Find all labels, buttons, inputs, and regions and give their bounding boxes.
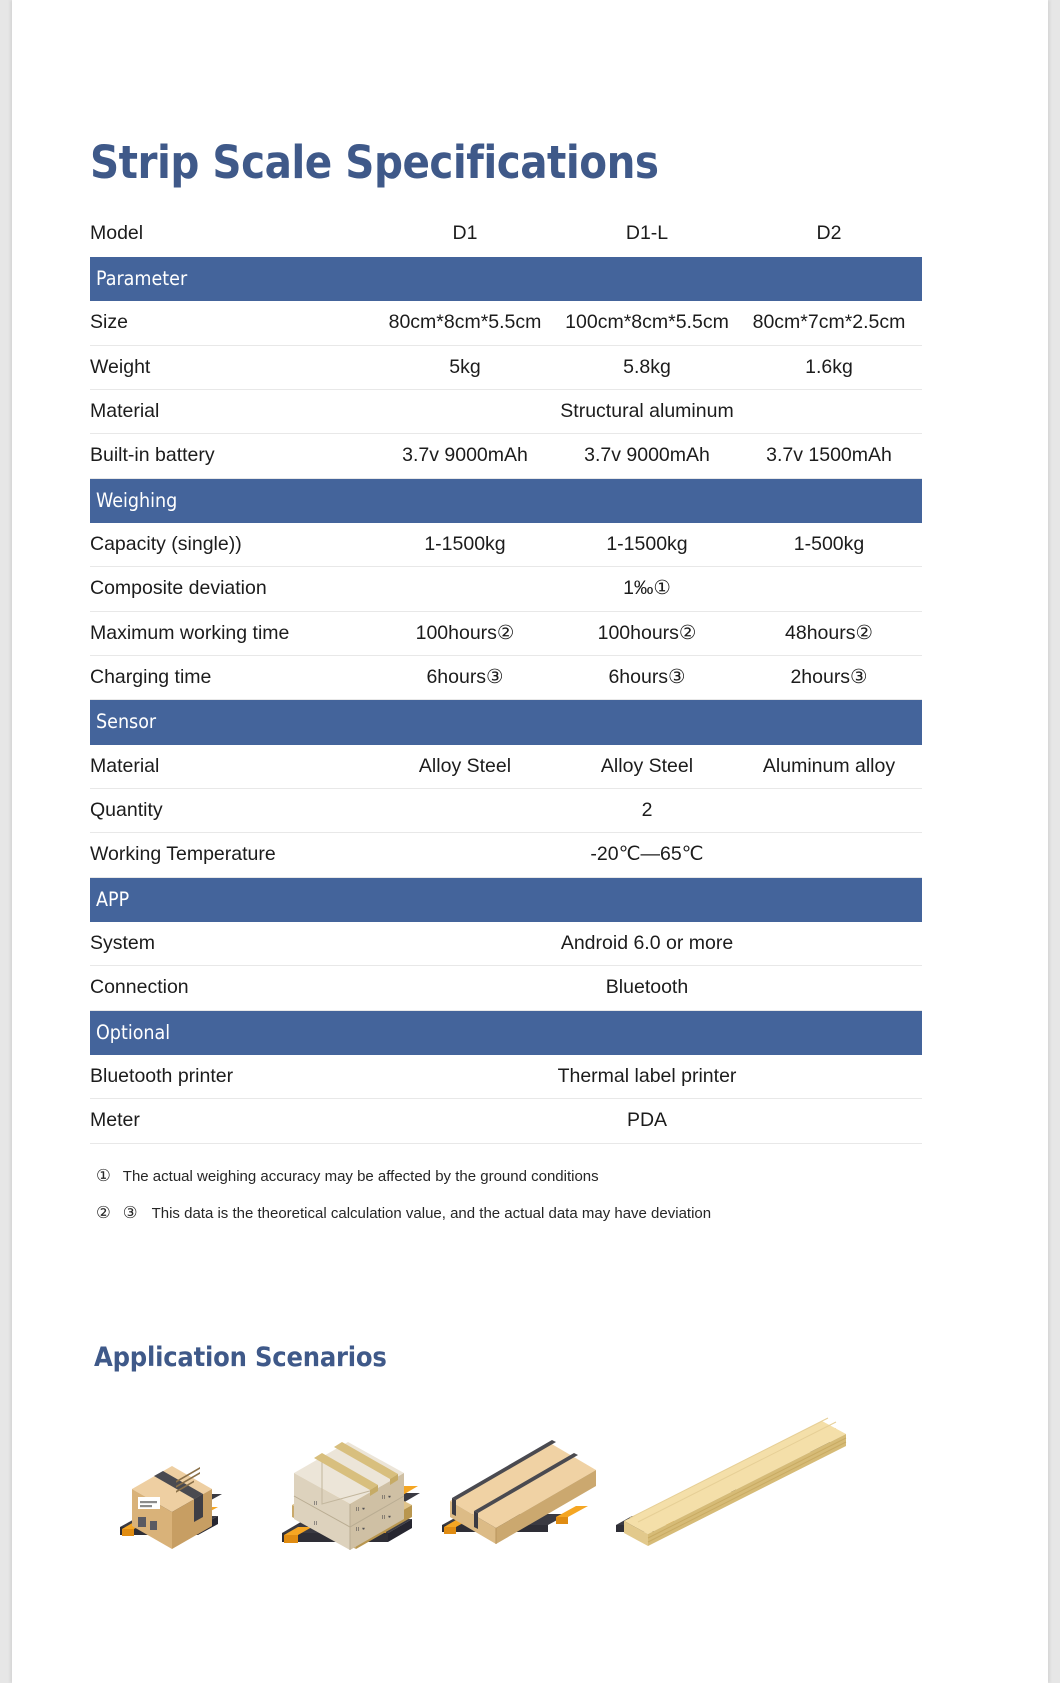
specifications-table [90, 212, 922, 1144]
row-label: Built-in battery [90, 434, 376, 478]
carton-box [132, 1466, 212, 1549]
row-label: Connection [90, 966, 376, 1010]
cell-d1: 6hours③ [376, 655, 558, 699]
table-row [90, 922, 922, 966]
column-header-d2: D2 [816, 221, 842, 244]
table-row [90, 523, 922, 567]
circled-three-icon: ③ [122, 1204, 138, 1223]
cell-d2: 48hours② [740, 611, 922, 655]
section-label: Optional [90, 1010, 922, 1055]
application-scenarios-illustrations [90, 1397, 930, 1597]
section-header-app [90, 877, 922, 922]
page-title: Strip Scale Specifications [90, 136, 659, 189]
row-label: Weight [90, 345, 376, 389]
row-label: Composite deviation [90, 567, 376, 611]
table-row [90, 788, 922, 832]
row-label: System [90, 922, 376, 966]
row-label: Charging time [90, 655, 376, 699]
cell-d2: Aluminum alloy [740, 745, 922, 789]
table-row [90, 966, 922, 1010]
circled-two-icon: ② [96, 1204, 111, 1223]
table-row [90, 611, 922, 655]
row-label: Material [90, 745, 376, 789]
table-row [90, 1055, 922, 1099]
section-header-weighing [90, 478, 922, 523]
svg-text:II: II [382, 1494, 385, 1501]
cell-all-models: PDA [376, 1099, 922, 1143]
row-label: Size [90, 301, 376, 345]
row-label: Bluetooth printer [90, 1055, 376, 1099]
cell-d1l: 100cm*8cm*5.5cm [558, 301, 740, 345]
cell-all-models: 1‰① [376, 567, 922, 611]
table-row [90, 301, 922, 345]
cell-d1l: 1-1500kg [558, 523, 740, 567]
scenario-single-carton-on-scale [110, 1431, 240, 1561]
cell-all-models: -20℃—65℃ [376, 833, 922, 877]
section-header-parameter [90, 257, 922, 301]
table-row [90, 345, 922, 389]
application-scenarios-title: Application Scenarios [94, 1341, 387, 1373]
cell-d1l: 6hours③ [558, 655, 740, 699]
row-label: Meter [90, 1099, 376, 1143]
table-row [90, 1099, 922, 1143]
svg-text:II: II [314, 1520, 317, 1527]
table-row [90, 389, 922, 433]
cell-d2: 3.7v 1500mAh [740, 434, 922, 478]
cell-d1: 3.7v 9000mAh [376, 434, 558, 478]
cell-all-models: 2 [376, 788, 922, 832]
table-row [90, 833, 922, 877]
svg-text:II: II [314, 1500, 317, 1507]
section-header-optional [90, 1010, 922, 1055]
cell-d1l: 5.8kg [558, 345, 740, 389]
row-label: Working Temperature [90, 833, 376, 877]
scenario-long-strapped-crate-on-scale [438, 1433, 608, 1553]
cell-d1l: 100hours② [558, 611, 740, 655]
table-header-row [90, 212, 922, 257]
page-content [90, 0, 930, 1597]
footnote-2 [90, 1203, 922, 1224]
section-header-sensor [90, 700, 922, 745]
column-header-d1: D1 [452, 221, 478, 244]
row-label: Maximum working time [90, 611, 376, 655]
table-row [90, 745, 922, 789]
cell-d1: Alloy Steel [376, 745, 558, 789]
cell-all-models: Android 6.0 or more [376, 922, 922, 966]
long-crate [450, 1433, 596, 1544]
timber-beam [624, 1418, 846, 1546]
footnote-text: This data is the theoretical calculation value, and the actual data may have deviation [151, 1205, 712, 1223]
row-label: Capacity (single)) [90, 523, 376, 567]
footnote-text: The actual weighing accuracy may be affected by the ground conditions [122, 1167, 599, 1185]
svg-text:⚹: ⚹ [388, 1493, 392, 1500]
row-label: Quantity [90, 788, 376, 832]
row-label: Material [90, 389, 376, 433]
cell-all-models: Structural aluminum [376, 389, 922, 433]
cell-all-models: Thermal label printer [376, 1055, 922, 1099]
cell-d1l: Alloy Steel [558, 745, 740, 789]
document-page [12, 0, 1048, 1683]
svg-text:II: II [356, 1506, 359, 1513]
cell-d1: 1-1500kg [376, 523, 558, 567]
cell-d2: 1.6kg [740, 345, 922, 389]
section-label: APP [90, 877, 922, 922]
svg-text:⚹: ⚹ [362, 1505, 366, 1512]
cell-d1l: 3.7v 9000mAh [558, 434, 740, 478]
svg-text:II: II [356, 1526, 359, 1533]
cell-d1: 5kg [376, 345, 558, 389]
table-row [90, 655, 922, 699]
table-row [90, 567, 922, 611]
svg-text:⚹: ⚹ [362, 1525, 366, 1532]
column-header-d1l: D1-L [625, 221, 669, 244]
scenario-palletized-cartons-on-scale [270, 1407, 430, 1567]
cell-d2: 80cm*7cm*2.5cm [740, 301, 922, 345]
cell-d1: 80cm*8cm*5.5cm [376, 301, 558, 345]
cell-d2: 2hours③ [740, 655, 922, 699]
scenario-timber-beam-on-scales [610, 1397, 870, 1557]
section-label: Sensor [90, 700, 922, 745]
table-row [90, 434, 922, 478]
column-header-model: Model [90, 221, 144, 244]
footnotes [90, 1166, 922, 1224]
cell-all-models: Bluetooth [376, 966, 922, 1010]
cell-d2: 1-500kg [740, 523, 922, 567]
section-label: Weighing [90, 478, 922, 523]
svg-text:II: II [382, 1514, 385, 1521]
footnote-1 [90, 1166, 922, 1187]
svg-text:⚹: ⚹ [388, 1513, 392, 1520]
circled-one-icon: ① [96, 1166, 111, 1185]
cell-d1: 100hours② [376, 611, 558, 655]
section-label: Parameter [90, 257, 922, 301]
